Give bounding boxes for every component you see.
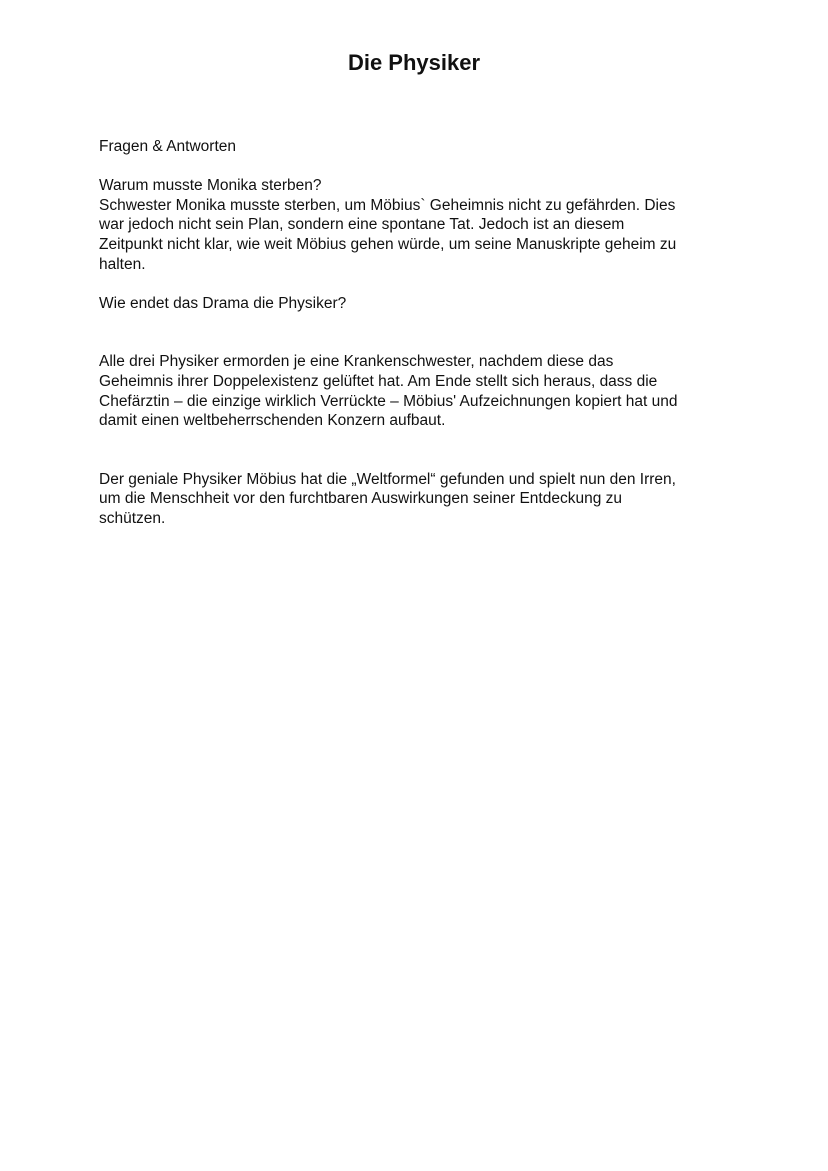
question-1: Warum musste Monika sterben? — [99, 177, 322, 195]
section-heading: Fragen & Antworten — [99, 138, 236, 155]
question-2: Wie endet das Drama die Physiker? — [99, 294, 347, 312]
closing-paragraph: Der geniale Physiker Möbius hat die „Weltformel“ gefunden und spielt nun den Irren, um die Menschheit vor den furchtbaren Auswirkungen seiner Entdeckung zu schützen. — [99, 470, 676, 527]
answer-2: Alle drei Physiker ermorden je eine Krankenschwester, nachdem diese das Geheimnis ihrer Doppelexistenz gelüftet hat. Am Ende stellt sich heraus, dass die Chefärztin – die einzige wirklich Verrückte – Möbius' Aufzeichnungen kopiert hat und damit einen weltbeherrschenden Konzern aufbaut. — [99, 353, 678, 430]
document-title: Die Physiker — [347, 50, 481, 75]
answer-1: Schwester Monika musste sterben, um Möbius` Geheimnis nicht zu gefährden. Dies war jedoch nicht sein Plan, sondern eine spontane Tat. Jedoch ist an diesem Zeitpunkt nicht klar, wie weit Möbius gehen würde, um seine Manuskripte geheim zu halten. — [99, 196, 677, 273]
document-body — [99, 137, 729, 529]
